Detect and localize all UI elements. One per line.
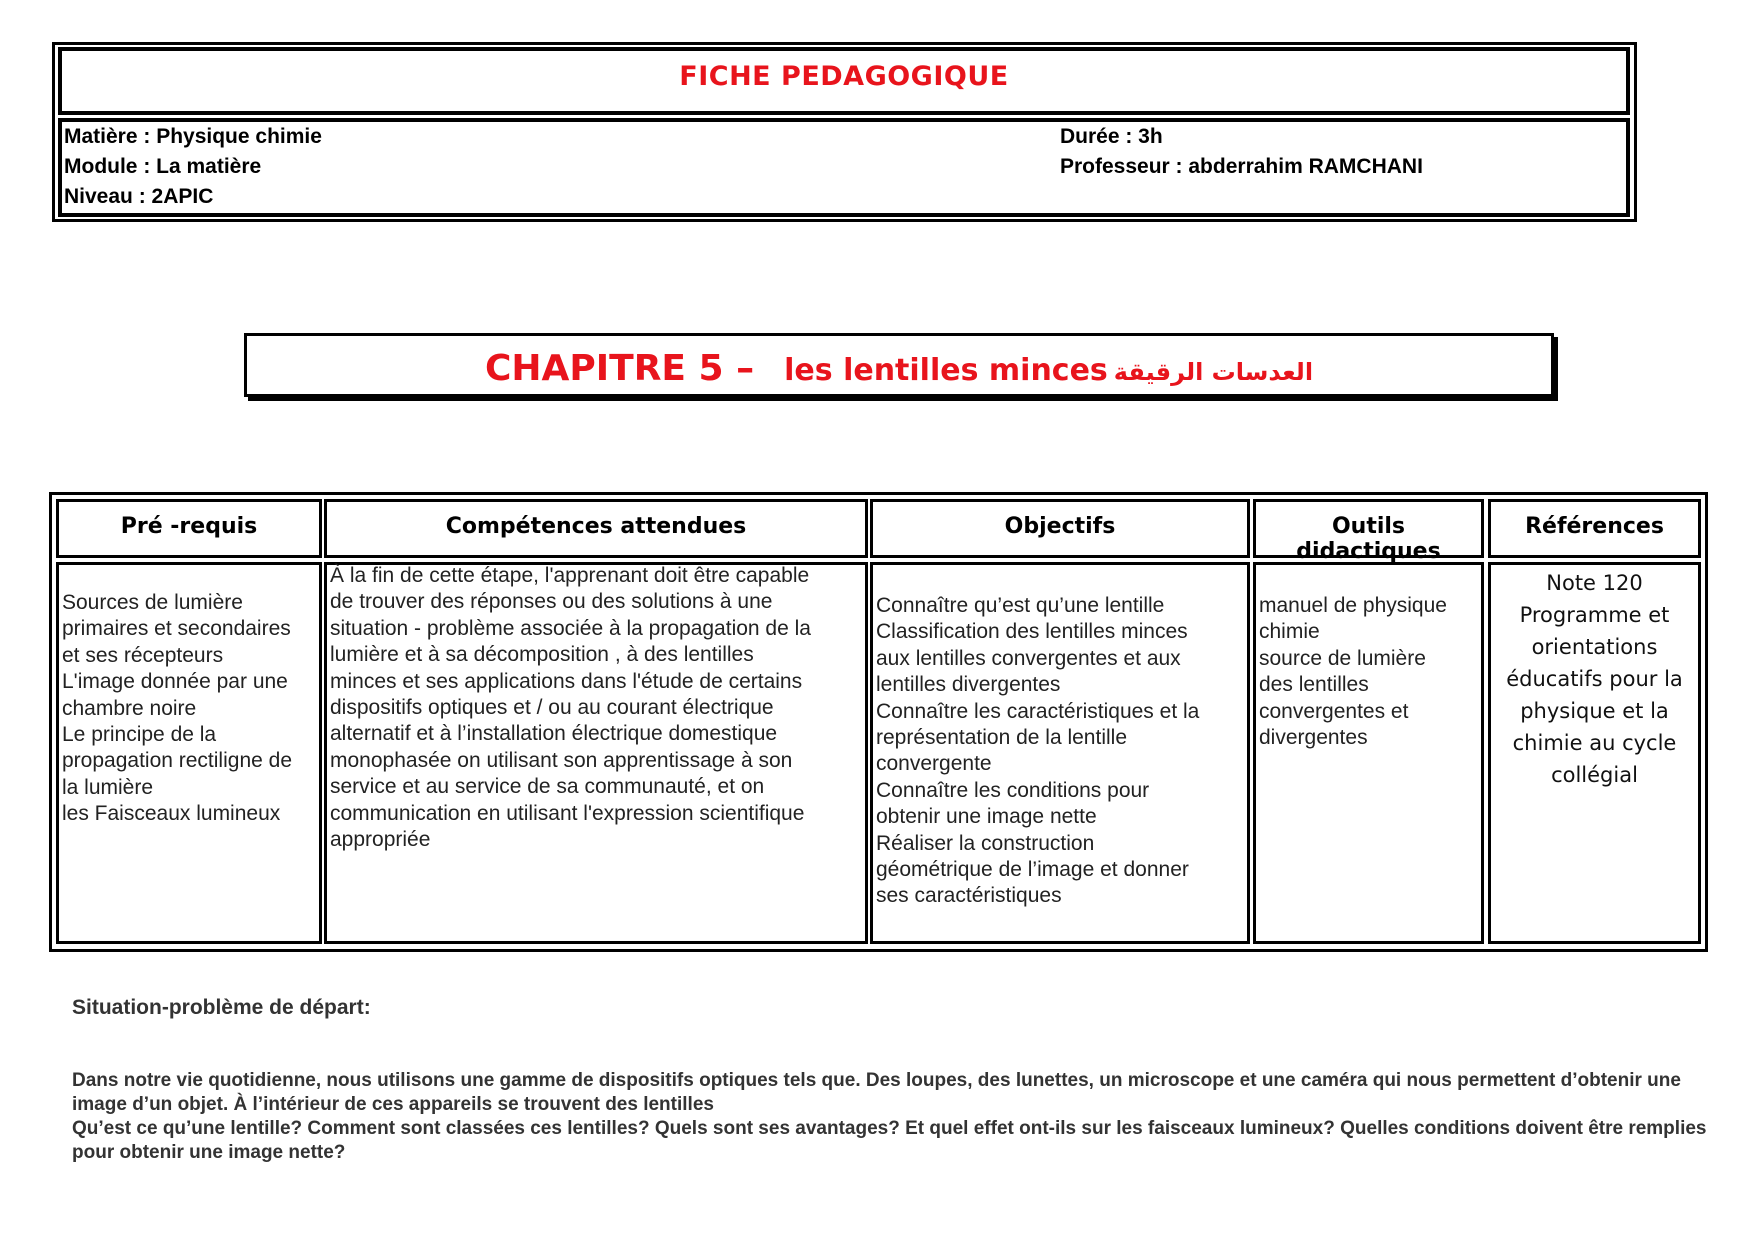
header-title-box: [58, 47, 1630, 115]
chapter-arabic-title: العدسات الرقيقة: [1113, 358, 1314, 386]
header-objectifs: Objectifs: [870, 499, 1250, 558]
duree-label: Durée : 3h: [1060, 125, 1163, 148]
module-label: Module : La matière: [64, 155, 262, 178]
references-text: Note 120 Programme et orientations éducatifs pour la physique et la chimie au cycle collégial: [1506, 571, 1683, 787]
cell-competences: [324, 562, 868, 944]
situation-title: Situation-problème de départ:: [72, 996, 371, 1019]
outils-text: manuel de physique chimie source de lumière des lentilles convergentes et divergentes: [1259, 594, 1447, 750]
chapter-number: CHAPITRE 5 –: [484, 348, 755, 389]
situation-body: [72, 1069, 1712, 1165]
cell-objectifs: [870, 562, 1250, 944]
header-info-box: [58, 118, 1630, 217]
prerequis-text: Sources de lumière primaires et secondaires et ses récepteurs L'image donnée par une chambre noire Le principe de la propagation rectiligne de la lumière les Faisceaux lumineux: [62, 591, 292, 826]
header-references: Références: [1488, 499, 1701, 558]
header-competences: Compétences attendues: [324, 499, 868, 558]
objectifs-text: Connaître qu’est qu’une lentille Classification des lentilles minces aux lentilles convergentes et aux lentilles divergentes Connaître les caractéristiques et la représentation de la lentille convergente Connaître les conditions pour obtenir une image nette Réaliser la construction géométrique de l’image et donner ses caractéristiques: [876, 594, 1200, 908]
cell-references: [1488, 562, 1701, 944]
situation-paragraph-2: Qu’est ce qu’une lentille? Comment sont classées ces lentilles? Quels sont ses avantages? Et quel effet ont-ils sur les faisceaux lumineux? Quelles conditions doivent être remplies pour obtenir une image nette?: [72, 1118, 1707, 1163]
cell-prerequis: [56, 562, 322, 944]
niveau-label: Niveau : 2APIC: [64, 185, 214, 208]
header-outils: Outils didactiques: [1253, 499, 1484, 558]
matiere-label: Matière : Physique chimie: [64, 125, 322, 148]
page-title: FICHE PEDAGOGIQUE: [679, 61, 1009, 92]
chapter-heading: [247, 348, 1551, 389]
chapter-box: [244, 333, 1554, 397]
header-prerequis: Pré -requis: [56, 499, 322, 558]
situation-paragraph-1: Dans notre vie quotidienne, nous utilisons une gamme de dispositifs optiques tels que. Des loupes, des lunettes, un microscope et une caméra qui nous permettent d’obtenir une image d’un objet. À l’intérieur de ces appareils se trouvent des lentilles: [72, 1070, 1681, 1115]
chapter-title: les lentilles minces: [784, 353, 1108, 388]
competences-text: À la fin de cette étape, l'apprenant doit être capable de trouver des réponses ou des solutions à une situation - problème associée à la propagation de la lumière et à sa décomposition , à des lentilles minces et ses applications dans l'étude de certains dispositifs optiques et / ou au courant électrique alternatif et à l’installation électrique domestique monophasée on utilisant son apprentissage à son service et au service de sa communauté, et on communication en utilisant l'expression scientifique appropriée: [330, 564, 811, 852]
professeur-label: Professeur : abderrahim RAMCHANI: [1060, 155, 1423, 178]
cell-outils: [1253, 562, 1484, 944]
